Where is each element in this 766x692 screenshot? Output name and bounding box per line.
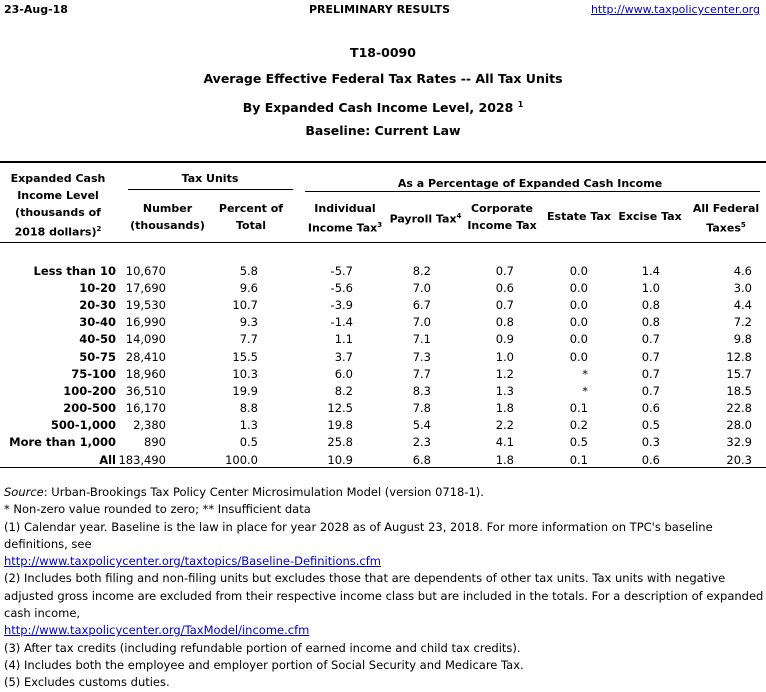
cell-all-federal-taxes: 20.3 xyxy=(726,452,752,467)
col-payroll-tax: Payroll Tax$^4$ xyxy=(389,212,462,226)
cell-payroll-tax: 5.4 xyxy=(412,418,431,433)
cell-number: 19,530 xyxy=(125,297,166,312)
cell-individual-income-tax: 3.7 xyxy=(334,349,353,364)
cell-excise-tax: 0.8 xyxy=(641,297,660,312)
cell-corporate-income-tax: 1.8 xyxy=(495,401,514,416)
cell-percent-total: 10.7 xyxy=(232,297,258,312)
cell-all-federal-taxes: 22.8 xyxy=(726,401,752,416)
cell-payroll-tax: 7.8 xyxy=(412,401,431,416)
row-label: 50-75 xyxy=(79,349,116,364)
cell-number: 14,090 xyxy=(125,332,166,347)
cell-corporate-income-tax: 4.1 xyxy=(495,435,514,450)
cell-excise-tax: 0.7 xyxy=(641,349,660,364)
cell-number: 18,960 xyxy=(125,366,166,381)
cell-corporate-income-tax: 0.7 xyxy=(495,297,514,312)
cell-all-federal-taxes: 3.0 xyxy=(733,280,752,295)
cell-corporate-income-tax: 1.0 xyxy=(495,349,514,364)
cell-payroll-tax: 7.1 xyxy=(412,332,431,347)
table-row xyxy=(0,331,766,348)
cell-payroll-tax: 7.0 xyxy=(412,315,431,330)
table-id: T18-0090 xyxy=(350,45,416,60)
table-row xyxy=(0,348,766,365)
table-row xyxy=(0,314,766,331)
row-label: 200-500 xyxy=(63,401,116,416)
row-label: 500-1,000 xyxy=(50,418,116,433)
cell-estate-tax: * xyxy=(582,383,588,398)
cell-all-federal-taxes: 12.8 xyxy=(726,349,752,364)
cell-number: 17,690 xyxy=(125,280,166,295)
cell-estate-tax: 0.0 xyxy=(569,332,588,347)
cell-all-federal-taxes: 15.7 xyxy=(726,366,752,381)
cell-corporate-income-tax: 0.6 xyxy=(495,280,514,295)
cell-individual-income-tax: -1.4 xyxy=(330,315,353,330)
col-corporate-income-tax: Corporate Income Tax xyxy=(467,202,537,232)
cell-corporate-income-tax: 0.8 xyxy=(495,315,514,330)
table-baseline: Baseline: Current Law xyxy=(305,123,461,138)
cell-individual-income-tax: 1.1 xyxy=(334,332,353,347)
cell-payroll-tax: 7.3 xyxy=(412,349,431,364)
cell-excise-tax: 0.3 xyxy=(641,435,660,450)
cell-all-federal-taxes: 28.0 xyxy=(726,418,752,433)
cell-estate-tax: 0.0 xyxy=(569,297,588,312)
cell-individual-income-tax: 19.8 xyxy=(327,418,353,433)
cell-excise-tax: 0.5 xyxy=(641,418,660,433)
table-bottom-rule xyxy=(0,467,766,468)
cell-number: 2,380 xyxy=(133,418,166,433)
col-individual-income-tax: Individual Income Tax$^3$ xyxy=(307,202,383,235)
cell-excise-tax: 0.7 xyxy=(641,366,660,381)
cell-payroll-tax: 8.2 xyxy=(412,263,431,278)
cell-estate-tax: 0.1 xyxy=(569,401,588,416)
cell-all-federal-taxes: 7.2 xyxy=(733,315,752,330)
cell-number: 28,410 xyxy=(125,349,166,364)
cell-excise-tax: 1.4 xyxy=(641,263,660,278)
report-header xyxy=(4,3,762,19)
footnote-3: (3) After tax credits (including refundable portion of earned income and child tax credits). xyxy=(4,640,521,655)
cell-individual-income-tax: 8.2 xyxy=(334,383,353,398)
cell-estate-tax: 0.0 xyxy=(569,315,588,330)
cell-individual-income-tax: 10.9 xyxy=(327,452,353,467)
table-row xyxy=(0,279,766,296)
row-label: 30-40 xyxy=(79,315,116,330)
cell-percent-total: 15.5 xyxy=(232,349,258,364)
row-label: More than 1,000 xyxy=(9,435,116,450)
col-excise-tax: Excise Tax xyxy=(618,210,682,223)
table-row xyxy=(0,365,766,382)
cell-percent-total: 1.3 xyxy=(239,418,258,433)
cell-payroll-tax: 6.8 xyxy=(412,452,431,467)
cell-individual-income-tax: -3.9 xyxy=(330,297,353,312)
col-estate-tax: Estate Tax xyxy=(547,210,611,223)
cell-payroll-tax: 2.3 xyxy=(412,435,431,450)
table-row xyxy=(0,262,766,279)
group-pct-income: As a Percentage of Expanded Cash Income xyxy=(397,177,663,190)
col-income-level: Expanded Cash Income Level (thousands of 2018 dollars)$^2$ xyxy=(10,172,106,239)
group-pct-income-underline xyxy=(305,191,760,192)
row-label: Less than 10 xyxy=(33,263,116,278)
row-label: 10-20 xyxy=(79,280,116,295)
cell-excise-tax: 0.7 xyxy=(641,383,660,398)
cell-percent-total: 9.3 xyxy=(239,315,258,330)
symbols-note: * Non-zero value rounded to zero; ** Insufficient data xyxy=(4,502,311,517)
cell-corporate-income-tax: 1.8 xyxy=(495,452,514,467)
cell-individual-income-tax: -5.6 xyxy=(330,280,353,295)
row-label: All xyxy=(99,452,116,467)
cell-number: 16,170 xyxy=(125,401,166,416)
preliminary-label: PRELIMINARY RESULTS xyxy=(309,3,451,16)
cell-excise-tax: 0.6 xyxy=(641,401,660,416)
cell-number: 183,490 xyxy=(118,452,166,467)
cell-estate-tax: 0.0 xyxy=(569,349,588,364)
footnote-4: (4) Includes both the employee and employer portion of Social Security and Medicare Tax. xyxy=(4,657,524,672)
cell-number: 16,990 xyxy=(125,315,166,330)
table-row xyxy=(0,296,766,313)
col-all-federal-taxes: All Federal Taxes$^5$ xyxy=(692,202,760,235)
cell-estate-tax: * xyxy=(582,366,588,381)
cell-estate-tax: 0.1 xyxy=(569,452,588,467)
cell-individual-income-tax: 6.0 xyxy=(334,366,353,381)
cell-payroll-tax: 7.7 xyxy=(412,366,431,381)
cell-all-federal-taxes: 4.4 xyxy=(733,297,752,312)
cell-excise-tax: 1.0 xyxy=(641,280,660,295)
income-definition-link[interactable]: http://www.taxpolicycenter.org/TaxModel/income.cfm xyxy=(4,623,310,638)
table-row xyxy=(0,382,766,399)
table-row xyxy=(0,417,766,434)
row-label: 40-50 xyxy=(79,332,116,347)
footnote-1: (1) Calendar year. Baseline is the law in place for year 2028 as of August 23, 2018. For more information on TPC's baseline definitions, see xyxy=(4,519,713,551)
footnote-ref: 1 xyxy=(517,100,524,109)
footnote-5: (5) Excludes customs duties. xyxy=(4,675,170,690)
tax-rate-table xyxy=(0,262,766,468)
header-top-rule xyxy=(0,161,766,163)
cell-payroll-tax: 8.3 xyxy=(412,383,431,398)
cell-percent-total: 100.0 xyxy=(225,452,258,467)
cell-excise-tax: 0.8 xyxy=(641,315,660,330)
cell-number: 10,670 xyxy=(125,263,166,278)
cell-individual-income-tax: -5.7 xyxy=(330,263,353,278)
col-number: Number (thousands) xyxy=(130,202,205,232)
cell-percent-total: 0.5 xyxy=(239,435,258,450)
cell-individual-income-tax: 25.8 xyxy=(327,435,353,450)
table-title: Average Effective Federal Tax Rates -- All Tax Units xyxy=(203,71,563,86)
cell-corporate-income-tax: 0.7 xyxy=(495,263,514,278)
table-titles xyxy=(0,40,766,144)
cell-corporate-income-tax: 2.2 xyxy=(495,418,514,433)
row-label: 75-100 xyxy=(71,366,116,381)
footnotes xyxy=(4,484,764,692)
footnote-2: (2) Includes both filing and non-filing units but excludes those that are dependents of other tax units. Tax units with negative adjusted gross income are excluded from their respective income class but are included in the totals. For a description of expanded cash income, xyxy=(4,571,764,621)
table-row xyxy=(0,400,766,417)
cell-percent-total: 9.6 xyxy=(239,280,258,295)
table-row xyxy=(0,451,766,468)
cell-number: 36,510 xyxy=(125,383,166,398)
cell-estate-tax: 0.0 xyxy=(569,263,588,278)
cell-percent-total: 7.7 xyxy=(239,332,258,347)
group-tax-units: Tax Units xyxy=(181,172,239,185)
cell-corporate-income-tax: 0.9 xyxy=(495,332,514,347)
cell-excise-tax: 0.7 xyxy=(641,332,660,347)
cell-all-federal-taxes: 18.5 xyxy=(726,383,752,398)
cell-estate-tax: 0.0 xyxy=(569,280,588,295)
cell-all-federal-taxes: 32.9 xyxy=(726,435,752,450)
table-subtitle: By Expanded Cash Income Level, 2028 $^1$ xyxy=(242,100,524,116)
cell-number: 890 xyxy=(144,435,166,450)
cell-percent-total: 10.3 xyxy=(232,366,258,381)
cell-payroll-tax: 6.7 xyxy=(412,297,431,312)
source-note: Source: Urban-Brookings Tax Policy Center Microsimulation Model (version 0718-1). xyxy=(4,485,484,499)
cell-excise-tax: 0.6 xyxy=(641,452,660,467)
row-label: 20-30 xyxy=(79,297,116,312)
report-date: 23-Aug-18 xyxy=(4,3,68,16)
cell-percent-total: 5.8 xyxy=(239,263,258,278)
tpc-website-link[interactable]: http://www.taxpolicycenter.org xyxy=(590,3,760,16)
header-bottom-rule xyxy=(0,242,766,243)
cell-estate-tax: 0.5 xyxy=(569,435,588,450)
table-row xyxy=(0,434,766,451)
cell-individual-income-tax: 12.5 xyxy=(327,401,353,416)
group-tax-units-underline xyxy=(128,189,293,190)
cell-corporate-income-tax: 1.2 xyxy=(495,366,514,381)
cell-corporate-income-tax: 1.3 xyxy=(495,383,514,398)
cell-all-federal-taxes: 4.6 xyxy=(733,263,752,278)
cell-estate-tax: 0.2 xyxy=(569,418,588,433)
row-label: 100-200 xyxy=(63,383,116,398)
col-percent-total: Percent of Total xyxy=(218,202,284,232)
cell-percent-total: 8.8 xyxy=(239,401,258,416)
baseline-definitions-link[interactable]: http://www.taxpolicycenter.org/taxtopics/Baseline-Definitions.cfm xyxy=(4,554,382,569)
cell-all-federal-taxes: 9.8 xyxy=(733,332,752,347)
cell-payroll-tax: 7.0 xyxy=(412,280,431,295)
cell-percent-total: 19.9 xyxy=(232,383,258,398)
